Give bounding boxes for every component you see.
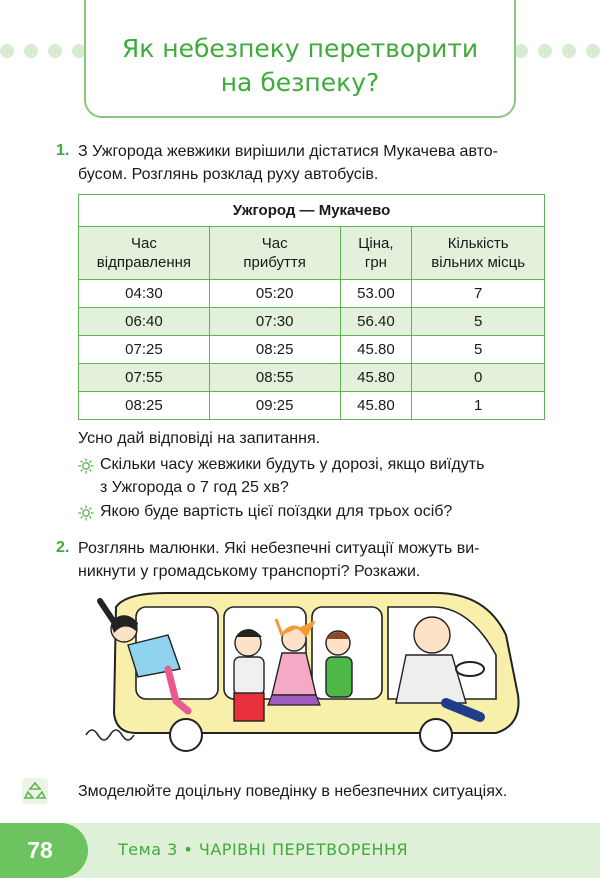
table-cell: 45.80 [340, 336, 412, 364]
table-cell: 7 [412, 280, 545, 308]
question-1 [100, 453, 548, 499]
table-cell: 09:25 [209, 392, 340, 420]
question-2: Якою буде вартість цієї поїздки для трьох осіб? [100, 503, 453, 520]
header-arrival [209, 227, 340, 280]
header-text: Час [130, 235, 157, 252]
bus-schedule-table [78, 194, 545, 420]
task-1-line1: З Ужгорода жевжики вирішили дістатися Мукачева авто- [78, 143, 498, 160]
table-cell: 08:25 [209, 336, 340, 364]
dot [48, 44, 62, 58]
dot [538, 44, 552, 58]
driver-head [414, 617, 450, 653]
table-row [79, 336, 545, 364]
group-task-text: Змоделюйте доцільну поведінку в небезпечних ситуаціях. [78, 783, 508, 800]
dot [562, 44, 576, 58]
bus-illustration [76, 585, 526, 757]
dot [0, 44, 14, 58]
table-row [79, 308, 545, 336]
question-1-line2: з Ужгорода о 7 год 25 хв? [100, 479, 289, 496]
page-number: 78 [27, 837, 53, 863]
table-cell: 06:40 [79, 308, 210, 336]
task-1-number: 1. [56, 142, 70, 159]
table-cell: 07:25 [79, 336, 210, 364]
table-cell: 56.40 [340, 308, 412, 336]
table-row [79, 392, 545, 420]
task-2-text [78, 537, 548, 583]
task-2-line1: Розглянь малюнки. Які небезпечні ситуації можуть ви- [78, 540, 480, 557]
oral-prompt: Усно дай відповіді на запитання. [78, 430, 321, 447]
header-text: грн [364, 254, 387, 271]
boy-body [234, 657, 264, 695]
boy-pants [234, 693, 264, 721]
header-text: вільних місць [431, 254, 526, 271]
page-title-line1: Як небезпеку перетворити [121, 34, 479, 63]
table-cell: 5 [412, 336, 545, 364]
topic-prefix: Тема 3 [118, 840, 178, 859]
table-cell: 07:55 [79, 364, 210, 392]
dot [514, 44, 528, 58]
girl-arm [100, 601, 116, 625]
table-cell: 04:30 [79, 280, 210, 308]
page-title [84, 32, 516, 100]
header-departure [79, 227, 210, 280]
table-row [79, 364, 545, 392]
header-free-seats [412, 227, 545, 280]
topic-separator: • [183, 840, 194, 859]
page-footer [0, 823, 600, 878]
bus-wheel [420, 719, 452, 751]
topic-name: ЧАРІВНІ ПЕРЕТВОРЕННЯ [198, 840, 409, 859]
footer-topic [118, 840, 408, 859]
table-cell: 5 [412, 308, 545, 336]
table-cell: 1 [412, 392, 545, 420]
table-cell: 07:30 [209, 308, 340, 336]
header-price [340, 227, 412, 280]
table-cell: 53.00 [340, 280, 412, 308]
header-text: відправлення [96, 254, 192, 271]
table-cell: 45.80 [340, 392, 412, 420]
table-cell: 05:20 [209, 280, 340, 308]
table-cell: 08:55 [209, 364, 340, 392]
sun-bullet-icon [78, 458, 94, 474]
question-1-line1: Скільки часу жевжики будуть у дорозі, якщо виїдуть [100, 456, 485, 473]
task-1-line2: бусом. Розглянь розклад руху автобусів. [78, 166, 379, 183]
pigtail-girl-skirt [268, 695, 320, 705]
header-text: Кількість [447, 235, 509, 252]
dot [586, 44, 600, 58]
bus-wheel [170, 719, 202, 751]
page-title-line2: на безпеку? [220, 68, 380, 97]
task-2-line2: никнути у громадському транспорті? Розкажи. [78, 563, 421, 580]
table-cell: 45.80 [340, 364, 412, 392]
header-text: Час [261, 235, 288, 252]
table-cell: 0 [412, 364, 545, 392]
header-text: прибуття [243, 254, 306, 271]
dot [24, 44, 38, 58]
table-cell: 08:25 [79, 392, 210, 420]
header-text: Ціна, [358, 235, 394, 252]
table-caption: Ужгород — Мукачево [79, 195, 545, 227]
task-2-number: 2. [56, 539, 70, 556]
recycle-arrows-icon [22, 778, 48, 804]
table-row [79, 280, 545, 308]
sun-bullet-icon [78, 505, 94, 521]
green-boy-body [326, 657, 352, 697]
task-1-text [78, 140, 548, 186]
